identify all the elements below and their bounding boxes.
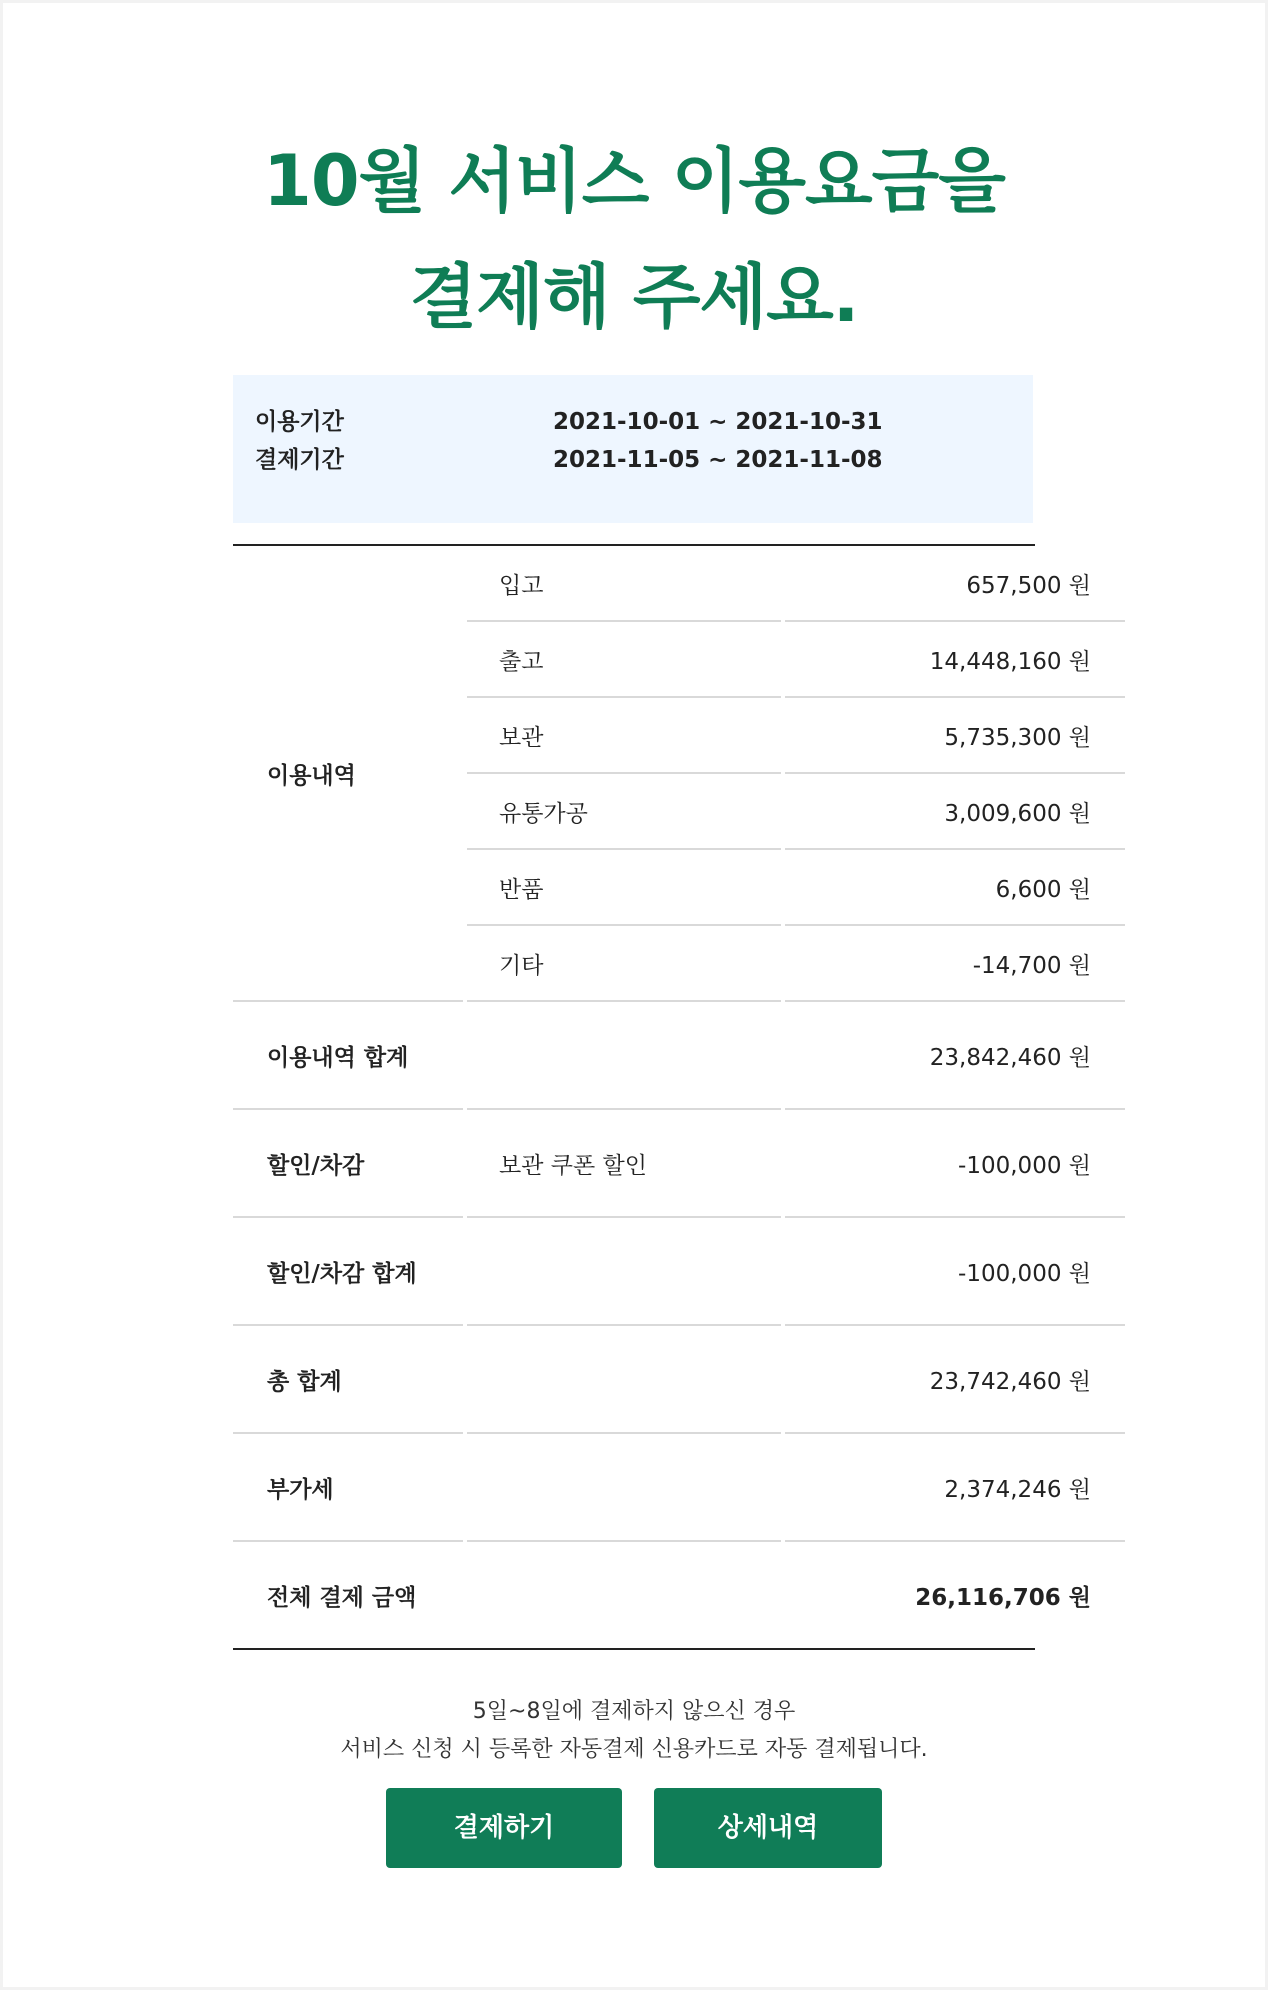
payment-total-label: 전체 결제 금액 [267, 1584, 417, 1611]
usage-item-amount: 3,009,600 원 [785, 774, 1125, 850]
usage-item-amount: 657,500 원 [785, 546, 1125, 622]
usage-period-row [233, 402, 1033, 442]
empty-cell [467, 1326, 781, 1434]
vat-amount: 2,374,246 원 [785, 1434, 1125, 1542]
usage-item-amount: 14,448,160 원 [785, 622, 1125, 698]
usage-item-name: 보관 [467, 698, 781, 774]
usage-period-label: 이용기간 [255, 409, 344, 435]
empty-cell [467, 1002, 781, 1110]
usage-item-name: 반품 [467, 850, 781, 926]
period-box [233, 375, 1033, 523]
title-line-2: 결제해 주세요. [409, 256, 859, 338]
empty-cell [467, 1434, 781, 1542]
usage-item-amount: 6,600 원 [785, 850, 1125, 926]
discount-amount: -100,000 원 [785, 1110, 1125, 1218]
payment-total-amount: 26,116,706 원 [915, 1584, 1091, 1611]
discount-item: 보관 쿠폰 할인 [467, 1110, 781, 1218]
usage-item-name: 출고 [467, 622, 781, 698]
usage-total-label: 이용내역 합계 [233, 1002, 463, 1110]
usage-group-label: 이용내역 [233, 546, 463, 1002]
discount-row [233, 1110, 1125, 1218]
grand-total-amount: 23,742,460 원 [785, 1326, 1125, 1434]
billing-table [233, 544, 1091, 1650]
discount-total-label: 할인/차감 합계 [233, 1218, 463, 1326]
detail-button[interactable]: 상세내역 [654, 1788, 882, 1868]
notice-line-1: 5일~8일에 결제하지 않으신 경우 [472, 1699, 796, 1724]
usage-total-amount: 23,842,460 원 [785, 1002, 1125, 1110]
usage-period-value: 2021-10-01 ~ 2021-10-31 [553, 409, 883, 435]
billing-card [3, 3, 1265, 1987]
title-line-1: 10월 서비스 이용요금을 [263, 140, 1005, 222]
grand-total-label: 총 합계 [233, 1326, 463, 1434]
discount-total-amount: -100,000 원 [785, 1218, 1125, 1326]
payment-period-value: 2021-11-05 ~ 2021-11-08 [553, 447, 883, 473]
pay-button[interactable]: 결제하기 [386, 1788, 622, 1868]
grand-total-row [233, 1326, 1125, 1434]
auto-payment-notice [3, 1693, 1265, 1769]
payment-period-row [233, 440, 1033, 480]
payment-period-label: 결제기간 [255, 447, 344, 473]
usage-item-amount: -14,700 원 [785, 926, 1125, 1002]
table-row [233, 546, 1125, 622]
payment-total-row [233, 1542, 1125, 1648]
vat-row [233, 1434, 1125, 1542]
page-title [3, 123, 1265, 355]
discount-total-row [233, 1218, 1125, 1326]
usage-item-name: 입고 [467, 546, 781, 622]
discount-label: 할인/차감 [233, 1110, 463, 1218]
empty-cell [467, 1542, 781, 1648]
vat-label: 부가세 [233, 1434, 463, 1542]
empty-cell [467, 1218, 781, 1326]
usage-item-amount: 5,735,300 원 [785, 698, 1125, 774]
usage-item-name: 기타 [467, 926, 781, 1002]
usage-total-row [233, 1002, 1125, 1110]
notice-line-2: 서비스 신청 시 등록한 자동결제 신용카드로 자동 결제됩니다. [340, 1737, 928, 1762]
usage-item-name: 유통가공 [467, 774, 781, 850]
